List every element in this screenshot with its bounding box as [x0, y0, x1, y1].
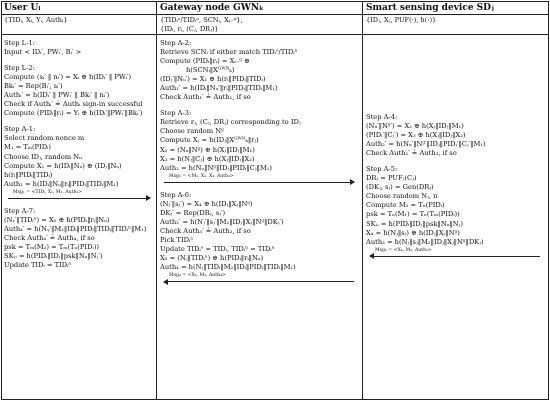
column-divider-gateway — [362, 1, 363, 400]
gateway-column — [160, 36, 360, 286]
step-line: psk = Tₘ(M₂) = Tₘ(Tₙ(PIDᵢ)) — [4, 242, 99, 251]
message-arrow-to-gateway — [8, 198, 150, 199]
message-msg4 — [160, 272, 360, 286]
step-line: Check Auth₁′ ≟ Auth₁, if so — [160, 93, 251, 102]
step-line: Authᵢ′ = h(IDᵢ′ ‖ PWᵢ′ ‖ Bkᵢ′ ‖ nᵢ′) — [4, 91, 110, 100]
step-line: DRⱼ = PUFⱼ(Cⱼ) — [366, 174, 417, 183]
step-line: Bkᵢ′ = Rep(Bᵢ′, sᵢ′) — [4, 82, 63, 91]
gateway-stored-values — [160, 16, 243, 34]
step-line: Check Auth₂′ ≟ Auth₂, if so — [366, 149, 457, 158]
step-line: Choose random Nᵍ — [160, 127, 224, 136]
step-line: Compute X₁ = h(IDᵢ‖Nᵤ) ⊕ (IDⱼ‖Nᵤ) — [4, 161, 122, 170]
step-line: Compute (sᵢ′ ‖ nᵢ′) = Xᵢ ⊕ h(IDᵢ′ ‖ PWᵢ′) — [4, 73, 132, 82]
step-line: (Nᵤ′‖Nᵍ′) = X₂ ⊕ h(Xⱼ‖IDⱼ‖M₁) — [366, 122, 464, 131]
step-line: Check if Authᵢ′ ≟ Authᵢ sign-in successful — [4, 100, 143, 109]
step-line: (DKⱼ, sⱼ) = Gen(DRⱼ) — [366, 183, 434, 192]
stored-line: {IDᵢ, rᵢ, (Cⱼ, DRⱼ)} — [160, 25, 219, 34]
step-line: Auth₃′ = h(Nⱼ′‖sⱼ′‖M₂‖IDⱼ‖Xⱼ‖Nᵍ‖DKⱼ′) — [160, 217, 284, 226]
arrow-head-icon — [350, 179, 355, 185]
step-line: X₅ = (Nⱼ‖TIDᵢⁿ) ⊕ h(PIDᵢ‖rᵢ‖Nᵤ) — [160, 253, 264, 262]
step-line: X₃ = h(Nⱼ‖Cⱼ) ⊕ h(Xⱼ‖IDⱼ‖X₂) — [160, 154, 255, 163]
column-divider-user — [156, 1, 157, 400]
step-line: h(rᵢ‖PIDᵢ‖TIDᵢ) — [4, 170, 53, 179]
step-line: Auth₂ = h(Nᵤ‖Nᵍ‖IDⱼ‖PIDᵢ‖Cⱼ‖M₁) — [160, 163, 272, 172]
step-line: Check Auth₃′ ≟ Auth₃, if so — [160, 226, 251, 235]
message-arrow-to-gateway — [370, 256, 540, 257]
step-line: Check Auth₄′ ≟ Auth₄, if so — [4, 233, 95, 242]
gateway-header: Gateway node GWNₖ — [160, 3, 264, 13]
step-heading: Step A-6: — [160, 190, 192, 199]
step-line: SKᵢⱼ = h(PIDᵢ‖IDⱼ‖psk‖Nᵤ‖Nⱼ) — [366, 219, 463, 228]
step-line: Auth₃ = h(Nⱼ‖sⱼ‖M₂‖IDⱼ‖Xⱼ‖Nᵍ‖DKⱼ) — [366, 237, 484, 246]
step-heading: Step A-5: — [366, 165, 398, 174]
step-line: Update TIDᵢ = TIDᵢⁿ — [4, 260, 72, 269]
user-header: User Uᵢ — [4, 3, 41, 13]
step-heading: Step A-4: — [366, 113, 398, 121]
step-line: (Nⱼ′‖sⱼ′) = X₄ ⊕ h(IDⱼ‖Xⱼ‖Nᵍ) — [160, 199, 253, 208]
message-arrow-to-user — [164, 281, 354, 282]
step-line: M₁ = Tₘ(PIDᵢ) — [4, 143, 52, 152]
stored-rule — [1, 34, 549, 35]
stored-line: {TIDᵢ, Xᵢ, Yᵢ, Authᵢ} — [4, 16, 68, 24]
message-label: Msg₄ = <X₅, M₂, Auth₄> — [169, 273, 226, 279]
step-line: Choose IDⱼ, random Nᵤ — [4, 152, 82, 161]
device-header: Smart sensing device SDⱼ — [366, 3, 494, 13]
step-line: Pick TIDᵢⁿ — [160, 235, 194, 244]
step-line: Retrieve rⱼ, (Cⱼ, DRⱼ) corresponding to IDⱼ — [160, 118, 301, 127]
message-msg2 — [160, 173, 360, 187]
step-line: Auth₄′ = h(Nᵧ′‖M₂‖IDᵢ‖PIDᵢ‖TIDᵢ‖TIDᵢⁿ‖M₁) — [4, 224, 147, 233]
step-heading: Step L-2: — [4, 64, 35, 73]
arrow-head-icon — [369, 253, 374, 259]
stored-line: {IDⱼ, Xⱼ, PUF(·), h(·)} — [366, 16, 437, 24]
step-line: Compute Xⱼ = h(IDⱼ‖Xᴳᵂᴺₖ‖rⱼ) — [160, 136, 259, 145]
message-msg3 — [366, 247, 546, 261]
message-label: Msg₂ = <M₁, X₂, X₃, Auth₂> — [169, 173, 234, 179]
step-line: h(SCNᵢ‖Xᴳᵂᴺₖ) — [186, 66, 235, 75]
step-line: Input < IDᵢ′, PWᵢ′, Bᵢ′ > — [4, 48, 82, 57]
step-line: (IDⱼ′‖Nᵤ′) = X₁ ⊕ h(rᵢ‖PIDᵢ‖TIDᵢ) — [160, 75, 266, 84]
step-line: (Nᵧ′‖TIDᵢⁿ) = X₅ ⊕ h(PIDᵢ‖rᵢ‖Nᵤ) — [4, 215, 110, 224]
step-line: Auth₁ = h(IDᵢ‖Nᵤ‖rᵢ‖PIDᵢ‖TIDᵢ‖M₁) — [4, 179, 119, 188]
step-line: SKᵢⱼ = h(PIDᵢ‖IDⱼ‖psk‖Nᵤ‖Nⱼ′) — [4, 251, 103, 260]
step-line: psk = Tₙ(M₁) = Tₙ(Tₘ(PIDᵢ)) — [366, 210, 460, 219]
step-line: X₂ = (Nᵤ‖Nᵍ) ⊕ h(Xⱼ‖IDⱼ‖M₁) — [160, 145, 255, 154]
step-line: Auth₂′ = h(Nᵤ′‖Nᵍ′‖IDⱼ‖PIDᵢ′‖Cⱼ′‖M₁) — [366, 140, 486, 149]
message-label: Msg₃ = <X₄, M₂, Auth₃> — [375, 247, 432, 253]
step-line: Select random nonce m — [4, 134, 85, 143]
step-line: Compute M₂ = Tₙ(PIDᵢ) — [366, 201, 445, 210]
step-heading: Step A-7: — [4, 206, 36, 215]
step-line: Compute (PIDᵢ‖rᵢ) = Yᵢ ⊕ h(IDᵢ′‖PWᵢ′‖Bkᵢ′) — [4, 109, 143, 118]
stored-line: {TIDᵢᵒ/TIDᵢⁿ, SCNᵢ, Xᵢ₋ᵍ}, — [160, 16, 243, 24]
user-stored-values — [4, 16, 68, 25]
step-heading: Step A-2: — [160, 39, 192, 47]
user-column — [4, 36, 154, 270]
message-label: Msg₁ = <TIDᵢ, X₁, M₁, Auth₁> — [13, 189, 83, 195]
step-line: Auth₄ = h(Nⱼ‖TIDᵢ‖M₂‖IDᵢ‖PIDᵢ‖TIDᵢ‖M₁) — [160, 263, 296, 272]
step-heading: Step L-1: — [4, 39, 35, 47]
step-line: X₄ = h(Nⱼ‖sⱼ) ⊕ h(IDⱼ‖Xⱼ‖Nᵍ) — [366, 228, 460, 237]
message-arrow-to-device — [164, 182, 354, 183]
message-msg1 — [4, 189, 154, 203]
step-line: Choose random Nⱼ, n — [366, 192, 438, 201]
step-line: Compute (PIDᵢ‖rᵢ) = Xᵢ₋ᵍ ⊕ — [160, 57, 250, 66]
step-heading: Step A-1: — [4, 125, 36, 134]
device-column — [366, 36, 546, 261]
device-stored-values — [366, 16, 436, 25]
step-line: (PIDᵢ′‖Cⱼ′) = X₃ ⊕ h(Xⱼ‖IDⱼ‖X₂) — [366, 131, 466, 140]
arrow-head-icon — [146, 195, 151, 201]
step-heading: Step A-3: — [160, 109, 192, 118]
arrow-head-icon — [163, 279, 168, 285]
spacer — [366, 36, 546, 113]
step-line: Update TIDᵢᵒ = TIDᵢ, TIDᵢⁿ = TIDᵢⁿ — [160, 244, 275, 253]
step-line: Retrieve SCNᵢ if either match TIDᵢᵒ/TIDᵢⁿ — [160, 48, 298, 57]
header-rule — [1, 14, 549, 15]
step-line: DKⱼ′ = Rep(DRⱼ, sⱼ′) — [160, 208, 226, 217]
step-line: Auth₁′ = h(IDᵢ‖Nᵤ′‖rᵢ‖PIDᵢ‖TIDᵢ‖M₁) — [160, 84, 278, 93]
